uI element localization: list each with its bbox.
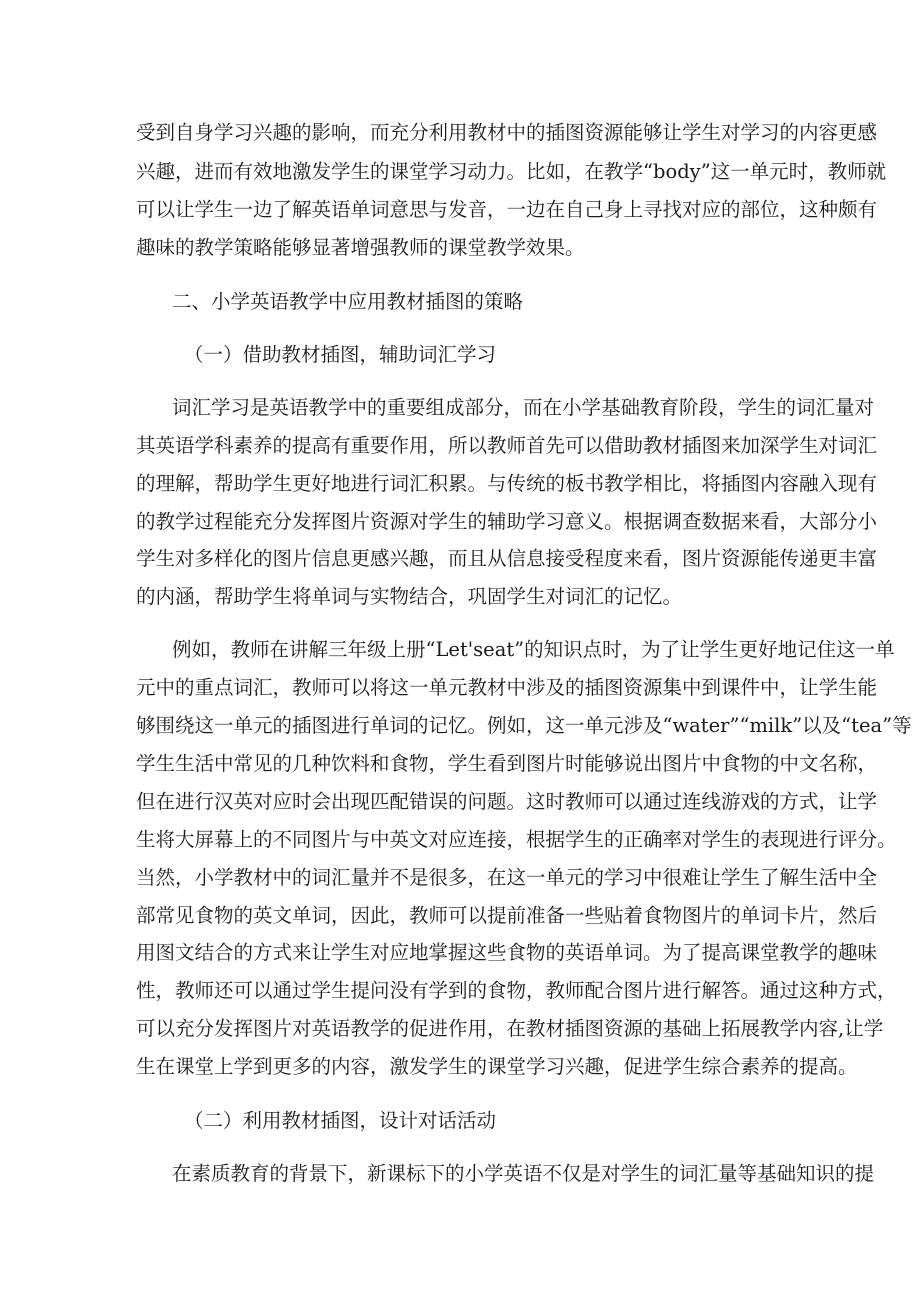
text-line: 性，教师还可以通过学生提问没有学到的食物，教师配合图片进行解答。通过这种方式， [136, 979, 897, 1002]
text-line: 元中的重点词汇，教师可以将这一单元教材中涉及的插图资源集中到课件中，让学生能 [136, 676, 878, 699]
text-line: 兴趣，进而有效地激发学生的课堂学习动力。比如，在教学“body”这一单元时，教师就 [136, 160, 887, 183]
text-line: 可以让学生一边了解英语单词意思与发音，一边在自己身上寻找对应的部位，这种颇有 [136, 198, 878, 221]
text-line: 在素质教育的背景下，新课标下的小学英语不仅是对学生的词汇量等基础知识的提 [172, 1162, 875, 1185]
text-line: 当然，小学教材中的词汇量并不是很多，在这一单元的学习中很难让学生了解生活中全 [136, 866, 878, 889]
text-line: 够围绕这一单元的插图进行单词的记忆。例如，这一单元涉及“water”“milk”以及“tea”等 [136, 714, 912, 737]
text-line: 例如，教师在讲解三年级上册“Let'seat”的知识点时，为了让学生更好地记住这一单 [172, 638, 895, 661]
text-line: 生将大屏幕上的不同图片与中英文对应连接，根据学生的正确率对学生的表现进行评分。 [136, 828, 897, 851]
text-line: 其英语学科素养的提高有重要作用，所以教师首先可以借助教材插图来加深学生对词汇 [136, 434, 878, 457]
text-line: 学生对多样化的图片信息更感兴趣，而且从信息接受程度来看，图片资源能传递更丰富 [136, 547, 878, 570]
text-line: 生在课堂上学到更多的内容，激发学生的课堂学习兴趣，促进学生综合素养的提高。 [136, 1055, 858, 1078]
text-line: 用图文结合的方式来让学生对应地掌握这些食物的英语单词。为了提高课堂教学的趣味 [136, 941, 878, 964]
text-line: 的内涵，帮助学生将单词与实物结合，巩固学生对词汇的记忆。 [136, 585, 683, 608]
text-line: 趣味的教学策略能够显著增强教师的课堂教学效果。 [136, 236, 585, 259]
text-line: 的理解，帮助学生更好地进行词汇积累。与传统的板书教学相比，将插图内容融入现有 [136, 472, 878, 495]
text-line: 但在进行汉英对应时会出现匹配错误的问题。这时教师可以通过连线游戏的方式，让学 [136, 790, 878, 813]
text-line: 词汇学习是英语教学中的重要组成部分，而在小学基础教育阶段，学生的词汇量对 [172, 396, 875, 419]
text-line: 学生生活中常见的几种饮料和食物，学生看到图片时能够说出图片中食物的中文名称， [136, 752, 878, 775]
section-heading: 二、小学英语教学中应用教材插图的策略 [172, 290, 524, 313]
text-line: 的教学过程能充分发挥图片资源对学生的辅助学习意义。根据调查数据来看，大部分小 [136, 510, 878, 533]
subsection-heading-2: （二）利用教材插图，设计对话活动 [184, 1109, 497, 1132]
text-line: 部常见食物的英文单词，因此，教师可以提前准备一些贴着食物图片的单词卡片，然后 [136, 904, 878, 927]
subsection-heading-1: （一）借助教材插图，辅助词汇学习 [184, 343, 497, 366]
text-line: 受到自身学习兴趣的影响，而充分利用教材中的插图资源能够让学生对学习的内容更感 [136, 121, 878, 144]
text-line: 可以充分发挥图片对英语教学的促进作用，在教材插图资源的基础上拓展教学内容,让学 [136, 1017, 884, 1040]
